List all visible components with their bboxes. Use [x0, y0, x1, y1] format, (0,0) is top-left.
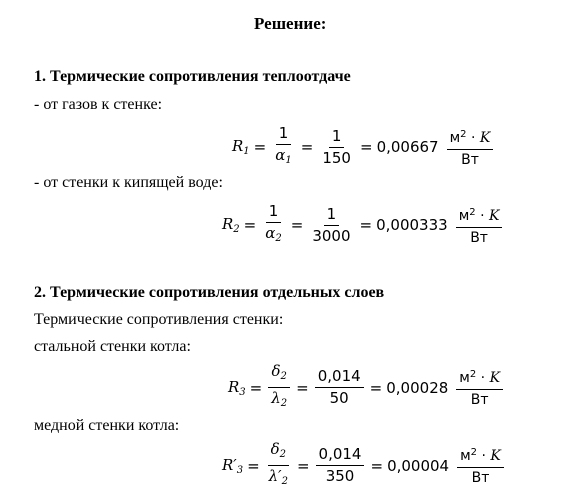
equation-r3-prime: $R'_3$ = $\frac{\delta_2}{\lambda'_2}$ = $\frac{0,014}{350}$ = 0,00004 $\frac{м^2 \cdot K}{Вт}$ — [222, 440, 506, 491]
eq1-lhs: $R_1$ — [232, 137, 250, 157]
page-title: Решение: — [254, 14, 327, 33]
eq4-unit: $\frac{м^2 \cdot K}{Вт}$ — [457, 443, 504, 488]
eq4-frac-values: $\frac{0,014}{350}$ — [316, 445, 365, 486]
text-steel-wall: стальной стенки котла: — [34, 338, 191, 355]
text-gas-to-wall: - от газов к стенке: — [34, 96, 163, 113]
eq2-frac-one-over-alpha: $\frac{1}{\alpha_2}$ — [265, 202, 282, 244]
eq2-result: 0,000333 — [376, 216, 448, 234]
section-1-heading: 1. Термические сопротивления теплоотдаче — [34, 68, 351, 85]
eq1-result: 0,00667 — [376, 138, 439, 156]
section-2-heading: 2. Термические сопротивления отдельных слоев — [34, 284, 385, 301]
eq3-frac-delta-over-lambda: $\frac{\delta_2}{\lambda_2}$ — [268, 362, 290, 413]
text-wall-to-water: - от стенки к кипящей воде: — [34, 174, 223, 191]
text-wall-resistances: Термические сопротивления стенки: — [34, 311, 284, 328]
eq1-frac-values: $\frac{1}{150}$ — [322, 126, 351, 167]
eq2-lhs: $R_2$ — [222, 215, 240, 235]
equation-r3: $R_3$ = $\frac{\delta_2}{\lambda_2}$ = $\frac{0,014}{50}$ = 0,00028 $\frac{м^2 \cdot K}{Вт}$ — [228, 362, 505, 413]
eq1-frac-one-over-alpha: $\frac{1}{\alpha_1}$ — [275, 124, 292, 166]
eq3-frac-values: $\frac{0,014}{50}$ — [315, 367, 364, 408]
eq3-lhs: $R_3$ — [228, 377, 246, 398]
eq2-frac-values: $\frac{1}{3000}$ — [312, 204, 351, 245]
text-copper-wall: медной стенки котла: — [34, 417, 180, 434]
equation-r1: $R_1$ = $\frac{1}{\alpha_1}$ = $\frac{1}{150}$ = 0,00667 $\frac{м^2 \cdot K}{Вт}$ — [232, 124, 495, 170]
eq2-unit: $\frac{м^2 \cdot K}{Вт}$ — [456, 203, 503, 248]
eq3-unit: $\frac{м^2 \cdot K}{Вт}$ — [456, 365, 503, 410]
eq1-unit: $\frac{м^2 \cdot K}{Вт}$ — [447, 125, 494, 170]
eq4-frac-delta-over-lambda: $\frac{\delta_2}{\lambda'_2}$ — [268, 440, 288, 487]
eq3-result: 0,00028 — [386, 378, 449, 397]
eq4-result: 0,00004 — [387, 456, 450, 475]
eq4-lhs: $R'_3$ — [222, 455, 244, 476]
equation-r2: $R_2$ = $\frac{1}{\alpha_2}$ = $\frac{1}{3000}$ = 0,000333 $\frac{м^2 \cdot K}{Вт}$ — [222, 202, 504, 248]
